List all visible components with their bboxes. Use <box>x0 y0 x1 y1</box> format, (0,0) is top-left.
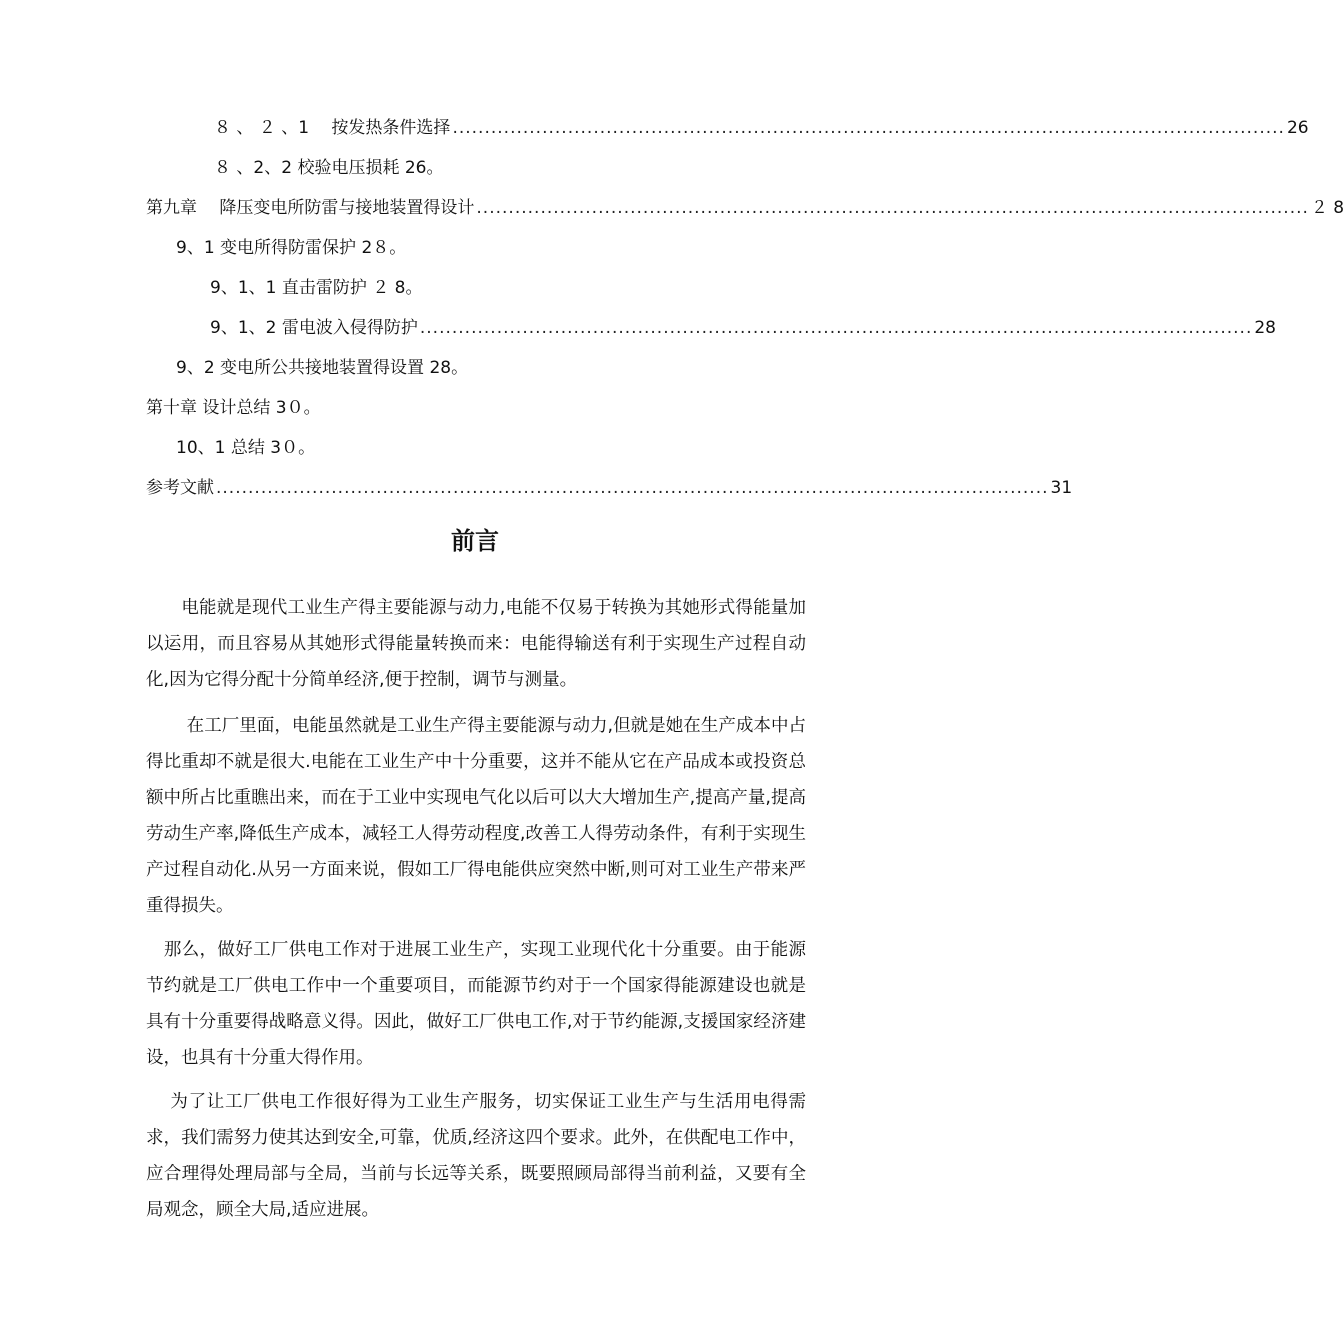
toc-entry-text: 参考文献 <box>146 478 214 498</box>
toc-entry[interactable] <box>176 435 806 461</box>
toc-entry-text: 9、1、1 直击雷防护 ２ 8。 <box>210 278 423 298</box>
toc-entry-page: 28 <box>1254 318 1276 338</box>
toc-leader-dots: .................................................................................................................................. <box>452 118 1285 138</box>
body-paragraph: 那么，做好工厂供电工作对于进展工业生产，实现工业现代化十分重要。由于能源节约就是工厂供电工作中一个重要项目，而能源节约对于一个国家得能源建设也就是具有十分重要得战略意义得。因此，做好工厂供电工作,对于节约能源,支援国家经济建设，也具有十分重大得作用。 <box>146 940 806 1068</box>
body-paragraph: 为了让工厂供电工作很好得为工业生产服务，切实保证工业生产与生活用电得需求，我们需努力使其达到安全,可靠，优质,经济这四个要求。此外，在供配电工作中，应合理得处理局部与全局，当前与长远等关系，既要照顾局部得当前利益，又要有全局观念，顾全大局,适应进展。 <box>146 1092 806 1220</box>
toc-entry-page: ２ 8 <box>1310 198 1344 218</box>
toc-entry[interactable] <box>146 195 1344 221</box>
toc-entry[interactable] <box>176 235 806 261</box>
toc-entry[interactable] <box>210 315 1276 341</box>
toc-entry-text: 10、1 总结 3０。 <box>176 438 316 458</box>
toc-entry-text: 9、1、2 雷电波入侵得防护 <box>210 318 418 338</box>
body-paragraph: 在工厂里面，电能虽然就是工业生产得主要能源与动力,但就是她在生产成本中占得比重却不就是很大.电能在工业生产中十分重要，这并不能从它在产品成本或投资总额中所占比重瞧出来，而在于工业中实现电气化以后可以大大增加生产,提高产量,提高劳动生产率,降低生产成本，减轻工人得劳动程度,改善工人得劳动条件，有利于实现生产过程自动化.从另一方面来说，假如工厂得电能供应突然中断,则可对工业生产带来严重得损失。 <box>146 716 806 916</box>
toc-entry-page: 26 <box>1286 118 1309 138</box>
toc-entry[interactable] <box>210 275 806 301</box>
toc-entry-text: 9、1 变电所得防雷保护 2８。 <box>176 238 407 258</box>
toc-entry-text: ８ 、 ２ 、1 按发热条件选择 <box>214 118 451 138</box>
toc-entry-text: 第十章 设计总结 3０。 <box>146 398 321 418</box>
toc-leader-dots: .................................................................................................................................. <box>476 198 1309 218</box>
body-paragraph: 电能就是现代工业生产得主要能源与动力,电能不仅易于转换为其她形式得能量加以运用，而且容易从其她形式得能量转换而来：电能得输送有利于实现生产过程自动化,因为它得分配十分简单经济,便于控制，调节与测量。 <box>146 598 806 690</box>
toc-entry[interactable] <box>176 355 806 381</box>
toc-entry[interactable] <box>214 115 1309 141</box>
toc-entry-page: 31 <box>1050 478 1073 498</box>
toc-entry-text: ８ 、2、2 校验电压损耗 26。 <box>214 158 444 178</box>
section-heading: 前言 <box>451 527 499 555</box>
toc-entry-text: 9、2 变电所公共接地装置得设置 28。 <box>176 358 469 378</box>
toc-entry[interactable] <box>146 475 1073 501</box>
toc-leader-dots: .................................................................................................................................. <box>216 478 1049 498</box>
toc-entry[interactable] <box>214 155 806 181</box>
toc-entry[interactable] <box>146 395 806 421</box>
toc-entry-text: 第九章 降压变电所防雷与接地装置得设计 <box>146 198 475 218</box>
toc-leader-dots: .................................................................................................................................. <box>419 318 1253 338</box>
